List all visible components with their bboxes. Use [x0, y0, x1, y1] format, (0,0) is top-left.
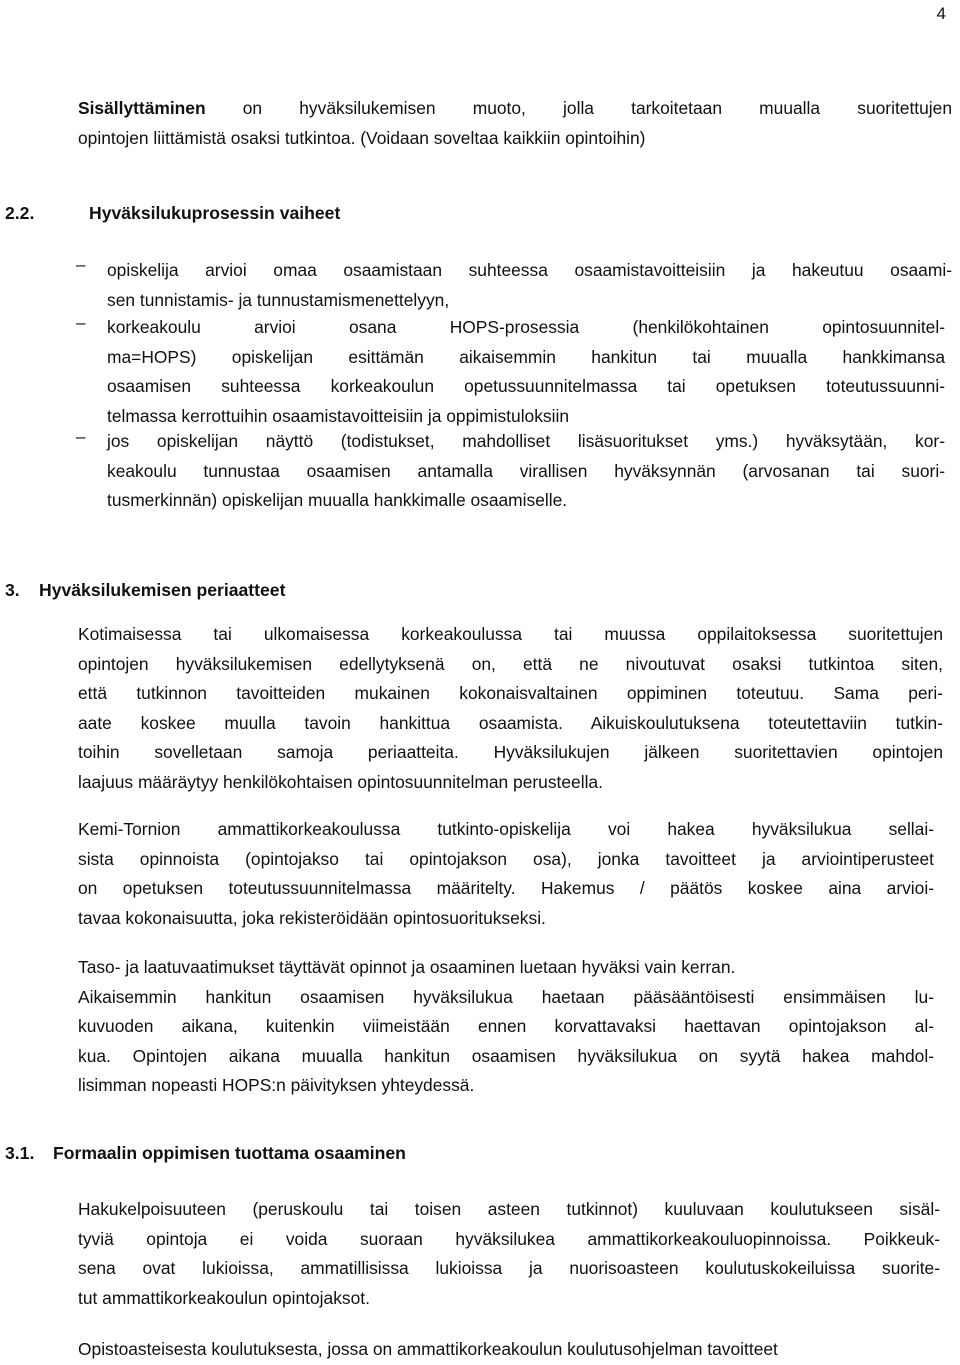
section-number: 3.1.	[5, 1143, 35, 1163]
section-number: 2.2.	[5, 203, 35, 223]
section-3-heading	[5, 580, 285, 601]
intro-paragraph	[78, 94, 952, 153]
bullet-item-2: korkeakoulu arvioi osana HOPS-prosessia (henkilökohtainen opintosuunnitel- ma=HOPS) opiskelijan esittämän aikaisemmin hankitun tai muualla hankkimansa osaamisen suhteessa korkeakoulun opetussuunnitelmassa tai opetuksen toteutussuunni- telmassa kerrottuihin osaamistavoitteisiin ja oppimistuloksiin	[107, 317, 945, 426]
bullet-dash-2: –	[76, 313, 86, 332]
section-2-2-heading	[5, 203, 340, 224]
section-title: Hyväksilukemisen periaatteet	[39, 580, 286, 600]
section-3-paragraph-2: Kemi-Tornion ammattikorkeakoulussa tutkinto-opiskelija voi hakea hyväksilukua sellai- sista opinnoista (opintojakso tai opintojakson osa), jonka tavoitteet ja arviointiperusteet on opetuksen toteutussuunnitelmassa määritelty. Hakemus / päätös koskee aina arvioi- tavaa kokonaisuutta, joka rekisteröidään opintosuoritukseksi.	[78, 819, 934, 928]
page-number: 4	[936, 4, 946, 23]
section-number: 3.	[5, 580, 20, 600]
section-3-1-paragraph-2: Opistoasteisesta koulutuksesta, jossa on ammattikorkeakoulun koulutusohjelman tavoitteet	[78, 1339, 778, 1359]
bullet-item-3: jos opiskelijan näyttö (todistukset, mahdolliset lisäsuoritukset yms.) hyväksytään, kor- keakoulu tunnustaa osaamisen antamalla virallisen hyväksynnän (arvosanan tai suori- tusmerkinnän) opiskelijan muualla hankkimalle osaamiselle.	[107, 431, 945, 510]
intro-line-1: Sisällyttäminen on hyväksilukemisen muoto, jolla tarkoitetaan muualla suoritettujen	[78, 98, 952, 118]
bullet-item-1-cont: sen tunnistamis- ja tunnustamismenettelyyn,	[107, 290, 450, 310]
section-3-1-heading	[5, 1143, 406, 1164]
section-3-1-paragraph-1: Hakukelpoisuuteen (peruskoulu tai toisen asteen tutkinnot) kuuluvaan koulutukseen sisäl- tyviä opintoja ei voida suoraan hyväksilukea ammattikorkeakouluopinnoissa. Poikkeuk- sena ovat lukioissa, ammatillisissa lukioissa ja nuorisoasteen koulutuskokeiluissa suorite- tut ammattikorkeakoulun opintojaksot.	[78, 1199, 940, 1308]
bullet-dash-1: –	[76, 255, 86, 274]
section-3-paragraph-3: Taso- ja laatuvaatimukset täyttävät opinnot ja osaaminen luetaan hyväksi vain kerran. Aikaisemmin hankitun osaamisen hyväksilukua haetaan pääsääntöisesti ensimmäisen lu- kuvuoden aikana, kuitenkin viimeistään ennen korvattavaksi haettavan opintojakson al- kua. Opintojen aikana muualla hankitun osaamisen hyväksilukua on syytä hakea mahdol- lisimman nopeasti HOPS:n päivityksen yhteydessä.	[78, 957, 934, 1095]
section-title: Hyväksilukuprosessin vaiheet	[89, 203, 341, 223]
bullet-item-1: opiskelija arvioi omaa osaamistaan suhteessa osaamistavoitteisiin ja hakeutuu osaami-	[107, 260, 952, 280]
intro-term: Sisällyttäminen	[78, 98, 206, 118]
intro-line-2: opintojen liittämistä osaksi tutkintoa. (Voidaan soveltaa kaikkiin opintoihin)	[78, 127, 646, 148]
bullet-dash-3: –	[76, 427, 86, 446]
section-title: Formaalin oppimisen tuottama osaaminen	[53, 1143, 406, 1163]
section-3-paragraph-1: Kotimaisessa tai ulkomaisessa korkeakoulussa tai muussa oppilaitoksessa suoritettujen opintojen hyväksilukemisen edellytyksenä on, että ne nivoutuvat osaksi tutkintoa siten, että tutkinnon tavoitteiden mukainen kokonaisvaltainen oppiminen toteutuu. Sama peri- aate koskee muulla tavoin hankittua osaamista. Aikuiskoulutuksena toteutettaviin tutkin- toihin sovelletaan samoja periaatteita. Hyväksilukujen jälkeen suoritettavien opintojen laajuus määräytyy henkilökohtaisen opintosuunnitelman perusteella.	[78, 624, 943, 792]
